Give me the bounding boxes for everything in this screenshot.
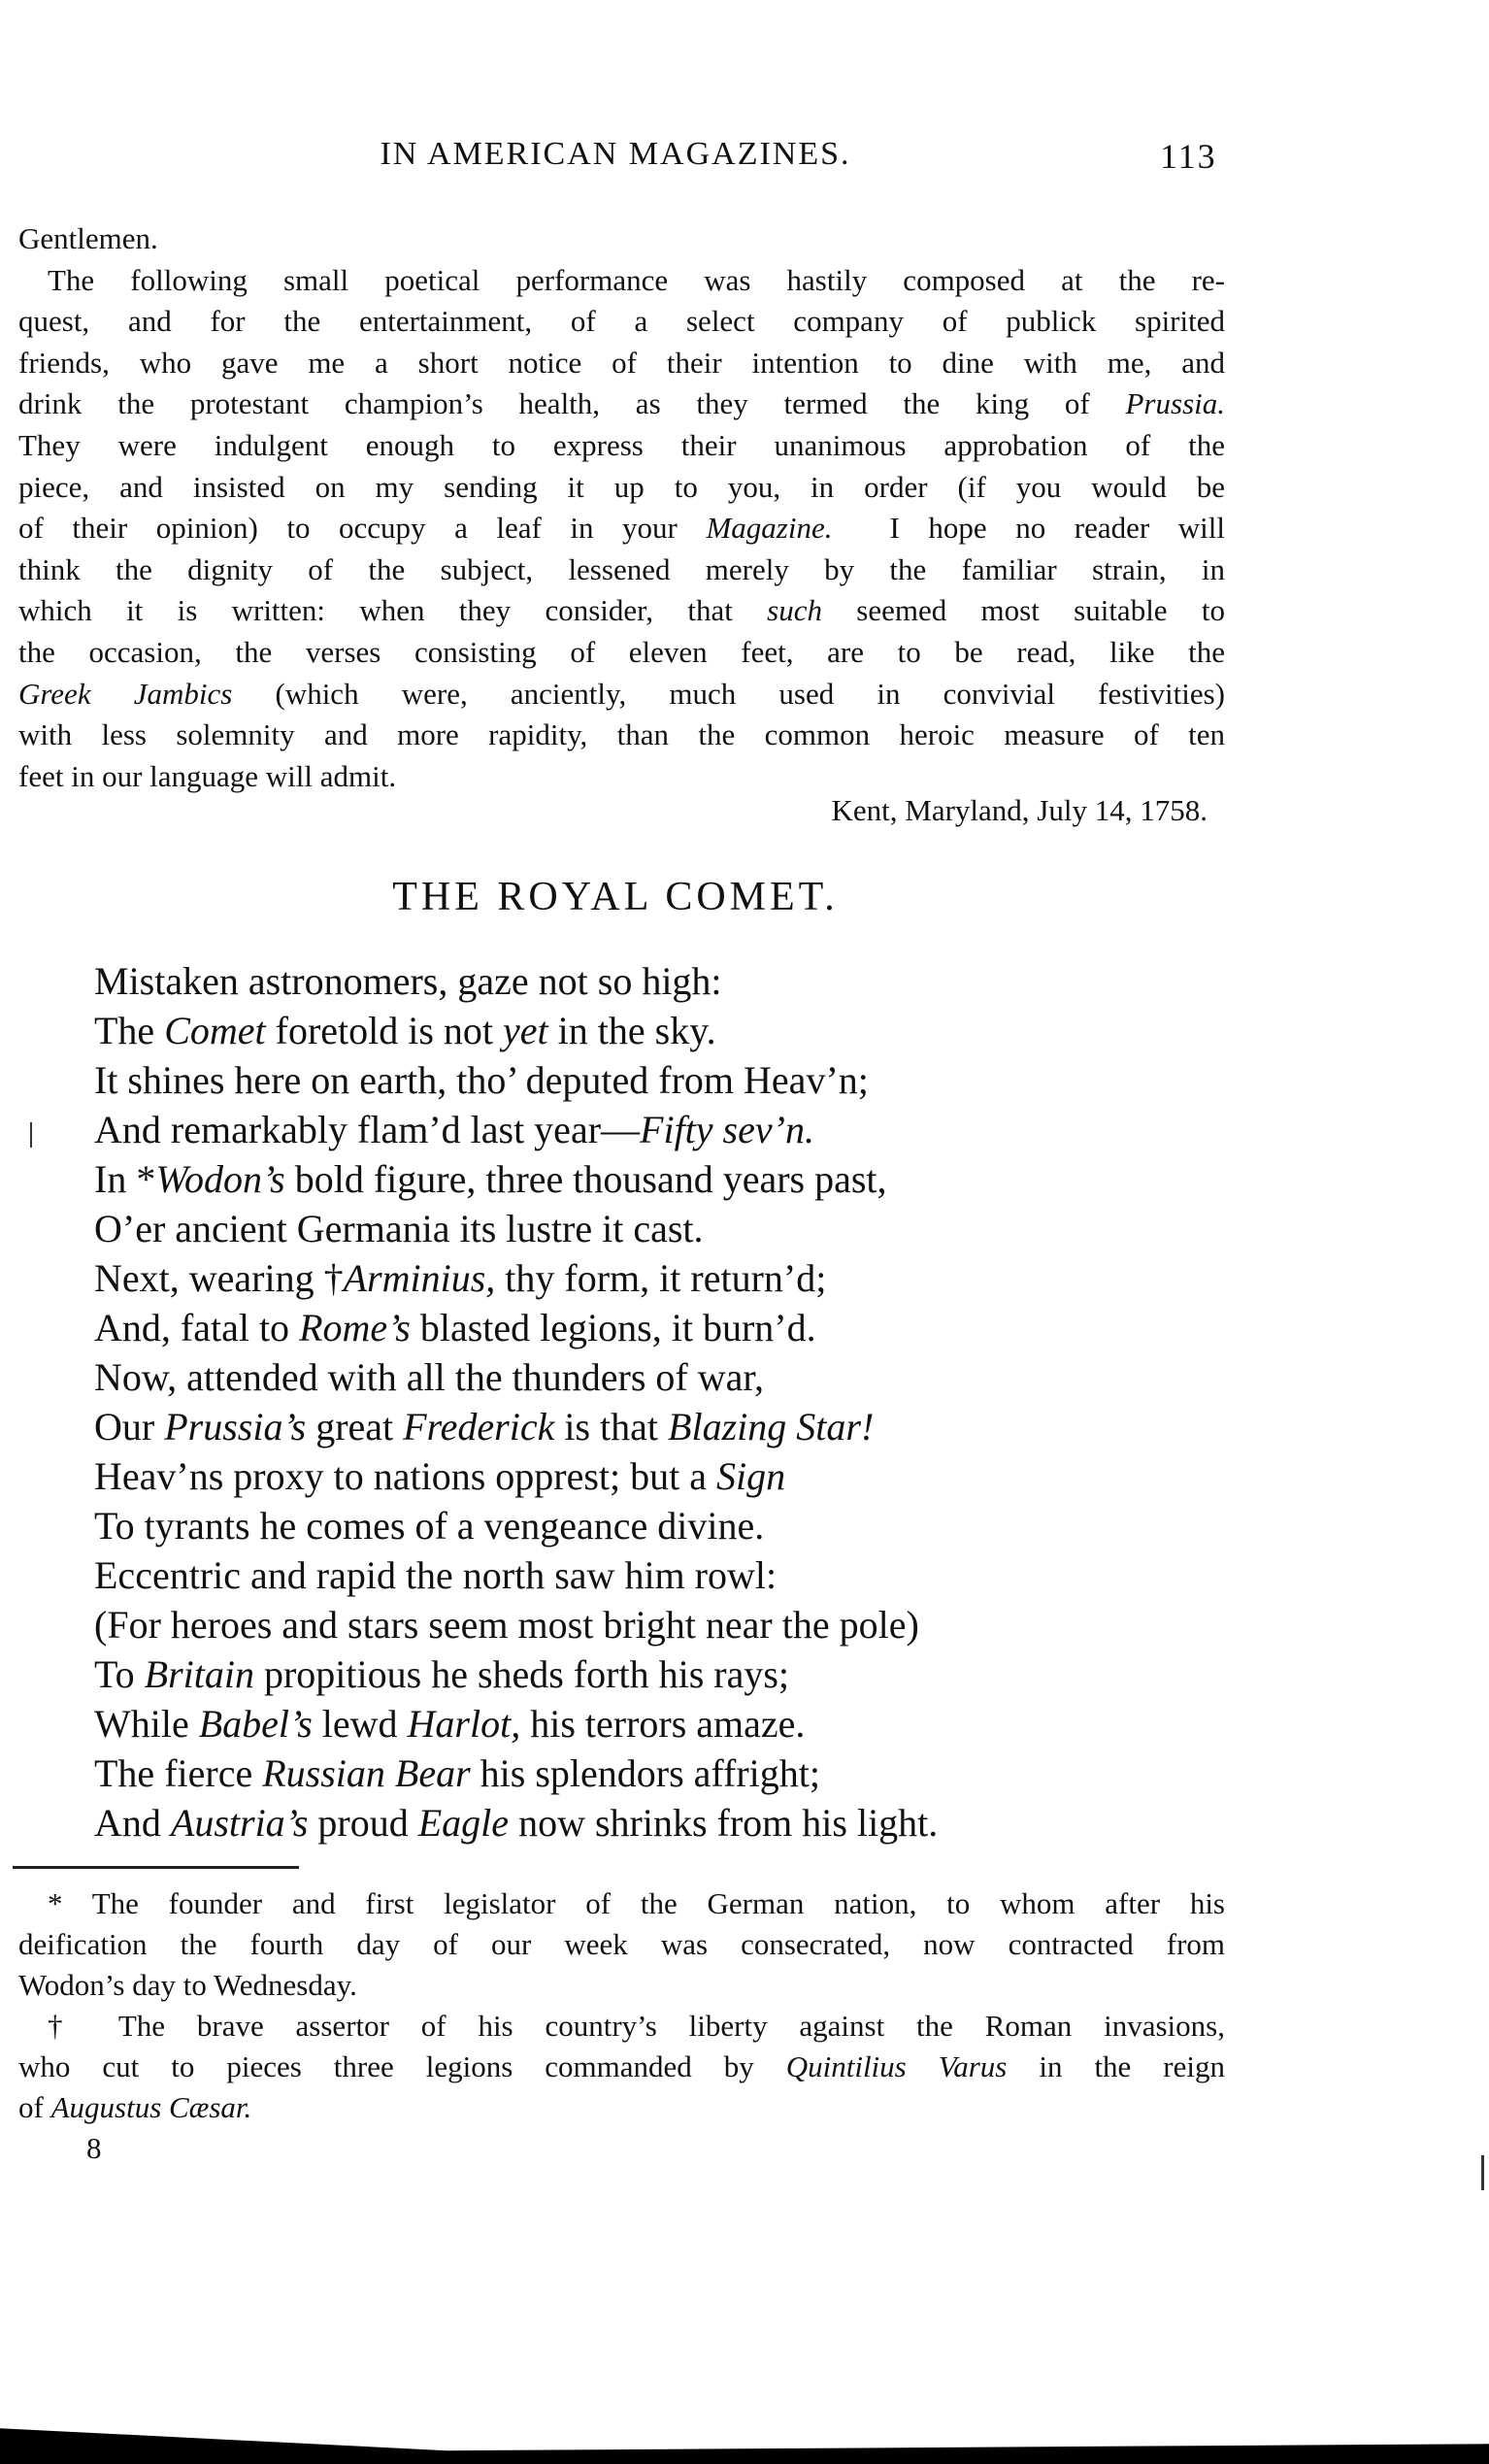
italic-text: Wodon’s <box>155 1157 285 1201</box>
footnote-rule <box>13 1866 299 1869</box>
text-line <box>94 1402 938 1451</box>
edge-mark <box>1481 2155 1484 2190</box>
text: Our <box>94 1405 165 1448</box>
italic-text: Augustus Cæsar. <box>50 2090 252 2124</box>
text-line <box>94 1055 938 1105</box>
text: friends, who gave me a short notice of their intention to dine with me, and <box>18 345 1225 380</box>
text: They were indulgent enough to express their unanimous approbation of the <box>18 427 1225 462</box>
text: his splendors affright; <box>470 1751 820 1795</box>
text: * The founder and first legislator of the German nation, to whom after his <box>48 1886 1225 1920</box>
text-line <box>18 383 1225 425</box>
text-line <box>94 1798 938 1848</box>
text-line <box>18 2047 1225 2087</box>
page-number: 113 <box>1160 137 1217 176</box>
text: The <box>94 1009 165 1052</box>
text: And <box>94 1801 171 1845</box>
text: Eccentric and rapid the north saw him rowl: <box>94 1553 778 1597</box>
text: his terrors amaze. <box>520 1702 806 1746</box>
text: (For heroes and stars seem most bright near the pole) <box>94 1603 919 1647</box>
text-line <box>94 956 938 1006</box>
text: It shines here on earth, tho’ deputed from Heav’n; <box>94 1058 869 1102</box>
italic-text: Harlot, <box>407 1702 521 1746</box>
scan-edge-shadow <box>0 2419 1489 2464</box>
text-line <box>18 2087 1225 2128</box>
text: think the dignity of the subject, lessened merely by the familiar strain, in <box>18 551 1225 586</box>
italic-text: Arminius, <box>343 1256 496 1300</box>
text: now shrinks from his light. <box>509 1801 939 1845</box>
text-line <box>18 590 1225 632</box>
text: Now, attended with all the thunders of war, <box>94 1355 765 1399</box>
text-line <box>94 1253 938 1303</box>
signature-mark: 8 <box>86 2131 102 2165</box>
text-line <box>18 1965 1225 2006</box>
text: Next, wearing † <box>94 1256 344 1300</box>
text: O’er ancient Germania its lustre it cast. <box>94 1207 704 1250</box>
text: of <box>18 2090 51 2124</box>
text-line <box>18 218 1225 260</box>
text: great <box>306 1405 404 1448</box>
text: thy form, it return’d; <box>495 1256 827 1300</box>
running-head: IN AMERICAN MAGAZINES. <box>380 136 851 172</box>
text-line <box>94 1699 938 1748</box>
text-line <box>18 343 1225 384</box>
text: in the sky. <box>547 1009 716 1052</box>
italic-text: Comet <box>164 1009 266 1052</box>
text: In * <box>94 1157 156 1201</box>
italic-text: Prussia. <box>1125 386 1225 421</box>
italic-text: yet <box>503 1009 548 1052</box>
text-line <box>94 1649 938 1699</box>
italic-text: Russian Bear <box>262 1751 471 1795</box>
text: blasted legions, it burn’d. <box>410 1306 816 1349</box>
text-line <box>18 632 1225 674</box>
text: To <box>94 1652 145 1696</box>
text: To tyrants he comes of a vengeance divine. <box>94 1504 765 1548</box>
text-line <box>94 1303 938 1352</box>
text-line <box>18 301 1225 343</box>
italic-text: Babel’s <box>198 1702 313 1746</box>
italic-text: Sign <box>716 1454 786 1498</box>
text-line <box>18 508 1225 549</box>
text: in the reign <box>1007 2049 1225 2083</box>
text-line <box>94 1501 938 1550</box>
italic-text: Rome’s <box>299 1306 411 1349</box>
italic-text: such <box>767 593 822 628</box>
text-line <box>18 1924 1225 1965</box>
italic-text: Blazing Star! <box>668 1405 875 1448</box>
italic-text: Britain <box>144 1652 254 1696</box>
poem-title: THE ROYAL COMET. <box>392 875 839 919</box>
text-line <box>18 756 1225 798</box>
text: The following small poetical performance was hastily composed at the re- <box>48 262 1225 297</box>
text: And remarkably flam’d last year— <box>94 1108 641 1151</box>
text: which it is written: when they consider, that <box>18 593 768 628</box>
text-line <box>94 1154 938 1204</box>
text-line <box>94 1451 938 1501</box>
text-line <box>18 1883 1225 1924</box>
italic-text: Fifty sev’n. <box>640 1108 814 1151</box>
text: who cut to pieces three legions commanded by <box>18 2049 786 2083</box>
text: bold figure, three thousand years past, <box>284 1157 887 1201</box>
letter-signature: Kent, Maryland, July 14, 1758. <box>831 793 1208 827</box>
text: foretold is not <box>265 1009 504 1052</box>
text: Wodon’s day to Wednesday. <box>18 1968 357 2002</box>
poem-body <box>94 956 938 1848</box>
text: The fierce <box>94 1751 263 1795</box>
text-line <box>94 1352 938 1402</box>
text: deification the fourth day of our week was consecrated, now contracted from <box>18 1927 1225 1961</box>
text-line <box>18 260 1225 302</box>
text: I hope no reader will <box>832 511 1225 546</box>
text-line <box>18 674 1225 716</box>
text-line <box>18 2006 1225 2047</box>
text-line <box>18 549 1225 591</box>
text: piece, and insisted on my sending it up to you, in order (if you would be <box>18 469 1225 504</box>
footnotes <box>18 1883 1225 2128</box>
text-line <box>18 715 1225 756</box>
italic-text: Frederick <box>403 1405 555 1448</box>
text: proud <box>308 1801 418 1845</box>
text-line <box>18 467 1225 509</box>
text-line <box>94 1748 938 1798</box>
text: Mistaken astronomers, gaze not so high: <box>94 959 722 1003</box>
text: drink the protestant champion’s health, as they termed the king of <box>18 386 1126 421</box>
letter-paragraph <box>18 218 1225 797</box>
text: of their opinion) to occupy a leaf in your <box>18 511 707 546</box>
text-line <box>94 1105 938 1154</box>
text: with less solemnity and more rapidity, than the common heroic measure of ten <box>18 717 1225 752</box>
text: feet in our language will admit. <box>18 758 397 793</box>
text: lewd <box>312 1702 408 1746</box>
text: Heav’ns proxy to nations opprest; but a <box>94 1454 716 1498</box>
text: quest, and for the entertainment, of a select company of publick spirited <box>18 304 1225 339</box>
text: While <box>94 1702 199 1746</box>
italic-text: Greek Jambics <box>18 676 233 711</box>
margin-mark <box>30 1122 32 1148</box>
text-line <box>94 1600 938 1649</box>
text: † The brave assertor of his country’s liberty against the Roman invasions, <box>48 2009 1225 2043</box>
text: And, fatal to <box>94 1306 300 1349</box>
text-line <box>94 1006 938 1055</box>
text-line <box>94 1550 938 1600</box>
text: Gentlemen. <box>18 221 158 255</box>
italic-text: Quintilius Varus <box>785 2049 1008 2083</box>
italic-text: Magazine. <box>706 511 833 546</box>
text-line <box>18 425 1225 467</box>
text: seemed most suitable to <box>821 593 1225 628</box>
text: is that <box>554 1405 669 1448</box>
text-line <box>94 1204 938 1253</box>
italic-text: Prussia’s <box>164 1405 307 1448</box>
italic-text: Eagle <box>417 1801 510 1845</box>
text: propitious he sheds forth his rays; <box>253 1652 790 1696</box>
italic-text: Austria’s <box>170 1801 309 1845</box>
text: the occasion, the verses consisting of eleven feet, are to be read, like the <box>18 634 1225 669</box>
text: (which were, anciently, much used in convivial festivities) <box>232 676 1226 711</box>
